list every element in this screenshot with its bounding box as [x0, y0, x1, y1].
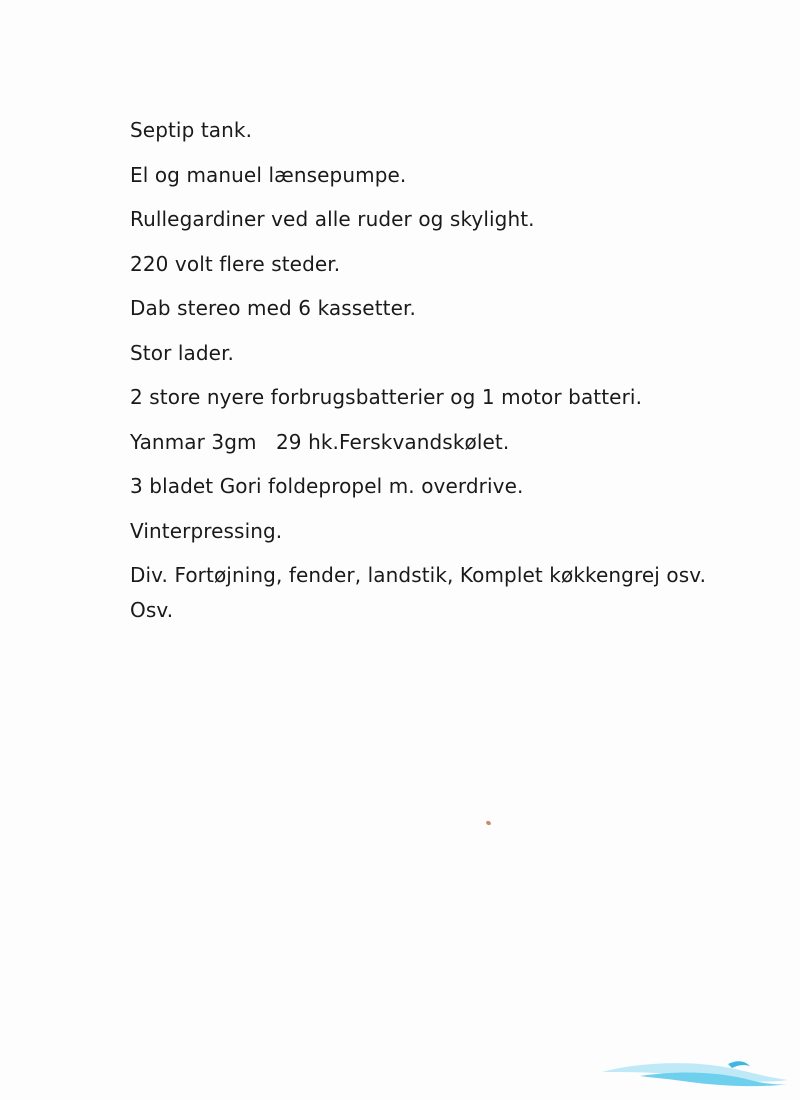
- list-line: Stor lader.: [130, 340, 235, 365]
- list-line: 3 bladet Gori foldepropel m. overdrive.: [130, 474, 524, 498]
- list-line: Septip tank.: [130, 118, 253, 142]
- wave-swoosh-icon: [600, 1058, 790, 1088]
- equipment-list: [130, 118, 770, 642]
- list-line: Osv.: [130, 597, 174, 622]
- scan-speck: [485, 820, 491, 826]
- list-line: Rullegardiner ved alle ruder og skylight.: [130, 207, 535, 231]
- list-line: Div. Fortøjning, fender, landstik, Komplet køkkengrej osv.: [130, 563, 707, 587]
- list-line: 220 volt flere steder.: [130, 251, 341, 276]
- list-line: Vinterpressing.: [130, 518, 283, 543]
- list-line: 2 store nyere forbrugsbatterier og 1 motor batteri.: [130, 385, 643, 409]
- list-line: Yanmar 3gm 29 hk.Ferskvandskølet.: [130, 429, 510, 454]
- list-line: El og manuel lænsepumpe.: [130, 162, 407, 187]
- list-line: Dab stereo med 6 kassetter.: [130, 296, 416, 320]
